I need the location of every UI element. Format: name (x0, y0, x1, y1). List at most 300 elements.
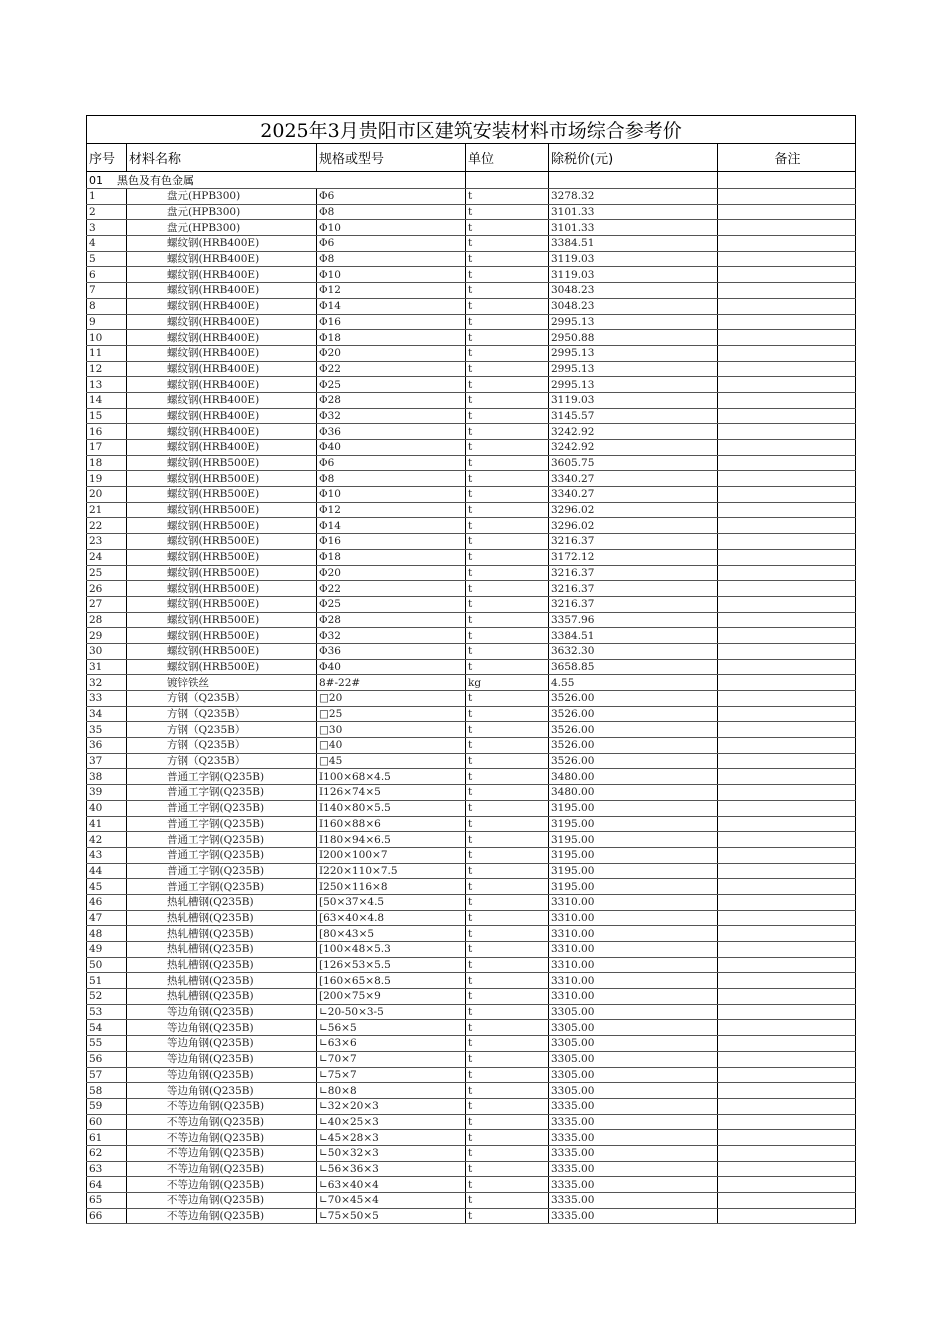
row-spec: ∟32×20×3 (317, 1098, 466, 1114)
table-row (87, 392, 856, 408)
row-spec: [100×48×5.3 (317, 942, 466, 958)
table-row (87, 832, 856, 848)
row-price: 3526.00 (549, 722, 718, 738)
row-remark (718, 502, 856, 518)
row-spec: Φ20 (317, 345, 466, 361)
row-spec: Φ6 (317, 236, 466, 252)
row-price: 3101.33 (549, 204, 718, 220)
row-price: 4.55 (549, 675, 718, 691)
section-cell (87, 172, 466, 189)
row-spec: Φ40 (317, 440, 466, 456)
row-spec: □20 (317, 691, 466, 707)
row-price: 3195.00 (549, 800, 718, 816)
table-row (87, 659, 856, 675)
row-spec: ∟75×50×5 (317, 1208, 466, 1224)
row-price: 3305.00 (549, 1051, 718, 1067)
row-spec: [63×40×4.8 (317, 910, 466, 926)
row-price: 3305.00 (549, 1067, 718, 1083)
row-remark (718, 1098, 856, 1114)
row-price: 3310.00 (549, 942, 718, 958)
row-name: 螺纹钢(HRB400E) (127, 236, 317, 252)
row-unit: t (466, 738, 549, 754)
row-unit: t (466, 926, 549, 942)
row-unit: t (466, 800, 549, 816)
row-unit: t (466, 565, 549, 581)
row-remark (718, 408, 856, 424)
row-unit: t (466, 330, 549, 346)
row-price: 3216.37 (549, 534, 718, 550)
row-unit: t (466, 612, 549, 628)
row-price: 3195.00 (549, 847, 718, 863)
row-unit: t (466, 204, 549, 220)
table-row (87, 330, 856, 346)
row-unit: t (466, 549, 549, 565)
row-spec: □30 (317, 722, 466, 738)
table-row (87, 816, 856, 832)
row-name: 螺纹钢(HRB500E) (127, 565, 317, 581)
row-price: 3305.00 (549, 1083, 718, 1099)
table-row (87, 345, 856, 361)
row-no: 13 (87, 377, 127, 393)
row-spec: I220×110×7.5 (317, 863, 466, 879)
table-row (87, 204, 856, 220)
row-remark (718, 581, 856, 597)
row-name: 不等边角钢(Q235B) (127, 1177, 317, 1193)
row-remark (718, 785, 856, 801)
row-no: 20 (87, 487, 127, 503)
row-spec: Φ36 (317, 424, 466, 440)
row-unit: t (466, 251, 549, 267)
row-spec: I160×88×6 (317, 816, 466, 832)
row-name: 等边角钢(Q235B) (127, 1004, 317, 1020)
row-remark (718, 1020, 856, 1036)
table-row (87, 989, 856, 1005)
row-name: 螺纹钢(HRB500E) (127, 643, 317, 659)
row-price: 3310.00 (549, 910, 718, 926)
row-unit: t (466, 1130, 549, 1146)
row-remark (718, 628, 856, 644)
row-unit: t (466, 706, 549, 722)
table-row (87, 471, 856, 487)
row-unit: t (466, 722, 549, 738)
table-row (87, 534, 856, 550)
row-price: 3632.30 (549, 643, 718, 659)
row-spec: Φ28 (317, 612, 466, 628)
row-name: 等边角钢(Q235B) (127, 1067, 317, 1083)
row-no: 9 (87, 314, 127, 330)
row-name: 螺纹钢(HRB400E) (127, 267, 317, 283)
row-no: 10 (87, 330, 127, 346)
row-no: 8 (87, 298, 127, 314)
section-empty-price (549, 172, 718, 189)
row-no: 32 (87, 675, 127, 691)
row-unit: t (466, 298, 549, 314)
row-no: 36 (87, 738, 127, 754)
table-row (87, 691, 856, 707)
row-remark (718, 1130, 856, 1146)
table-row (87, 267, 856, 283)
row-name: 热轧槽钢(Q235B) (127, 989, 317, 1005)
row-name: 普通工字钢(Q235B) (127, 863, 317, 879)
row-remark (718, 1004, 856, 1020)
row-price: 3145.57 (549, 408, 718, 424)
row-unit: kg (466, 675, 549, 691)
table-row (87, 220, 856, 236)
row-unit: t (466, 1145, 549, 1161)
row-no: 40 (87, 800, 127, 816)
row-name: 不等边角钢(Q235B) (127, 1145, 317, 1161)
row-spec: Φ12 (317, 283, 466, 299)
row-name: 不等边角钢(Q235B) (127, 1114, 317, 1130)
row-no: 29 (87, 628, 127, 644)
table-row (87, 628, 856, 644)
row-spec: ∟70×45×4 (317, 1193, 466, 1209)
row-unit: t (466, 973, 549, 989)
row-name: 热轧槽钢(Q235B) (127, 926, 317, 942)
row-name: 等边角钢(Q235B) (127, 1036, 317, 1052)
table-row (87, 973, 856, 989)
row-price: 3526.00 (549, 738, 718, 754)
row-no: 49 (87, 942, 127, 958)
row-name: 螺纹钢(HRB500E) (127, 471, 317, 487)
table-row (87, 769, 856, 785)
row-unit: t (466, 1051, 549, 1067)
table-row (87, 1114, 856, 1130)
row-price: 3195.00 (549, 832, 718, 848)
table-row (87, 1098, 856, 1114)
row-name: 热轧槽钢(Q235B) (127, 957, 317, 973)
row-unit: t (466, 942, 549, 958)
row-remark (718, 283, 856, 299)
row-name: 镀锌铁丝 (127, 675, 317, 691)
row-price: 3101.33 (549, 220, 718, 236)
row-price: 3119.03 (549, 267, 718, 283)
row-spec: Φ22 (317, 361, 466, 377)
row-remark (718, 1083, 856, 1099)
table-row (87, 565, 856, 581)
row-spec: Φ28 (317, 392, 466, 408)
table-row (87, 189, 856, 205)
row-spec: □25 (317, 706, 466, 722)
header-price: 除税价(元) (549, 144, 718, 172)
table-row (87, 722, 856, 738)
row-price: 3216.37 (549, 581, 718, 597)
row-name: 热轧槽钢(Q235B) (127, 894, 317, 910)
table-row (87, 643, 856, 659)
row-price: 3119.03 (549, 392, 718, 408)
row-remark (718, 612, 856, 628)
row-no: 46 (87, 894, 127, 910)
row-name: 螺纹钢(HRB500E) (127, 534, 317, 550)
row-remark (718, 894, 856, 910)
header-name: 材料名称 (127, 144, 317, 172)
row-spec: Φ10 (317, 267, 466, 283)
table-row (87, 675, 856, 691)
row-unit: t (466, 1161, 549, 1177)
row-price: 3335.00 (549, 1130, 718, 1146)
row-unit: t (466, 361, 549, 377)
row-price: 3310.00 (549, 894, 718, 910)
row-name: 等边角钢(Q235B) (127, 1020, 317, 1036)
row-name: 等边角钢(Q235B) (127, 1083, 317, 1099)
row-unit: t (466, 847, 549, 863)
row-no: 34 (87, 706, 127, 722)
row-price: 2995.13 (549, 377, 718, 393)
row-no: 26 (87, 581, 127, 597)
row-unit: t (466, 1114, 549, 1130)
row-remark (718, 973, 856, 989)
row-spec: Φ8 (317, 204, 466, 220)
row-remark (718, 392, 856, 408)
row-price: 2995.13 (549, 361, 718, 377)
row-price: 3216.37 (549, 565, 718, 581)
row-price: 3335.00 (549, 1208, 718, 1224)
row-no: 66 (87, 1208, 127, 1224)
row-no: 51 (87, 973, 127, 989)
row-remark (718, 440, 856, 456)
row-unit: t (466, 659, 549, 675)
row-name: 螺纹钢(HRB400E) (127, 408, 317, 424)
table-row (87, 1208, 856, 1224)
row-price: 2995.13 (549, 345, 718, 361)
row-price: 3340.27 (549, 471, 718, 487)
row-price: 3242.92 (549, 424, 718, 440)
row-no: 31 (87, 659, 127, 675)
row-price: 3305.00 (549, 1036, 718, 1052)
row-no: 50 (87, 957, 127, 973)
row-no: 22 (87, 518, 127, 534)
row-no: 43 (87, 847, 127, 863)
table-row (87, 612, 856, 628)
row-no: 60 (87, 1114, 127, 1130)
row-no: 58 (87, 1083, 127, 1099)
row-remark (718, 769, 856, 785)
header-unit: 单位 (466, 144, 549, 172)
row-remark (718, 361, 856, 377)
row-spec: Φ18 (317, 549, 466, 565)
row-unit: t (466, 1208, 549, 1224)
row-name: 不等边角钢(Q235B) (127, 1193, 317, 1209)
row-name: 普通工字钢(Q235B) (127, 847, 317, 863)
row-no: 18 (87, 455, 127, 471)
row-remark (718, 957, 856, 973)
row-unit: t (466, 502, 549, 518)
row-no: 65 (87, 1193, 127, 1209)
row-price: 3310.00 (549, 989, 718, 1005)
row-unit: t (466, 408, 549, 424)
table-row (87, 361, 856, 377)
row-remark (718, 1114, 856, 1130)
row-no: 63 (87, 1161, 127, 1177)
row-unit: t (466, 1067, 549, 1083)
row-spec: 8#-22# (317, 675, 466, 691)
row-no: 7 (87, 283, 127, 299)
row-remark (718, 1177, 856, 1193)
table-row (87, 753, 856, 769)
row-remark (718, 298, 856, 314)
row-name: 盘元(HPB300) (127, 204, 317, 220)
row-unit: t (466, 1177, 549, 1193)
row-remark (718, 189, 856, 205)
row-no: 64 (87, 1177, 127, 1193)
table-row (87, 706, 856, 722)
table-row (87, 408, 856, 424)
row-name: 螺纹钢(HRB400E) (127, 377, 317, 393)
row-spec: Φ32 (317, 628, 466, 644)
row-unit: t (466, 1036, 549, 1052)
row-unit: t (466, 910, 549, 926)
row-no: 24 (87, 549, 127, 565)
row-no: 35 (87, 722, 127, 738)
row-unit: t (466, 1083, 549, 1099)
row-price: 3480.00 (549, 769, 718, 785)
row-unit: t (466, 1098, 549, 1114)
row-price: 3526.00 (549, 691, 718, 707)
row-name: 螺纹钢(HRB400E) (127, 314, 317, 330)
row-no: 47 (87, 910, 127, 926)
row-remark (718, 424, 856, 440)
row-remark (718, 330, 856, 346)
row-spec: [126×53×5.5 (317, 957, 466, 973)
table-row (87, 1193, 856, 1209)
row-remark (718, 816, 856, 832)
row-no: 17 (87, 440, 127, 456)
row-unit: t (466, 283, 549, 299)
row-unit: t (466, 879, 549, 895)
row-price: 3605.75 (549, 455, 718, 471)
row-price: 3335.00 (549, 1193, 718, 1209)
row-name: 螺纹钢(HRB500E) (127, 581, 317, 597)
row-no: 39 (87, 785, 127, 801)
header-row (87, 144, 856, 172)
row-remark (718, 1036, 856, 1052)
row-price: 3340.27 (549, 487, 718, 503)
row-name: 螺纹钢(HRB400E) (127, 298, 317, 314)
row-no: 5 (87, 251, 127, 267)
row-no: 6 (87, 267, 127, 283)
row-remark (718, 549, 856, 565)
table-row (87, 314, 856, 330)
row-name: 螺纹钢(HRB400E) (127, 440, 317, 456)
row-price: 3526.00 (549, 753, 718, 769)
row-spec: Φ32 (317, 408, 466, 424)
row-no: 25 (87, 565, 127, 581)
row-price: 3357.96 (549, 612, 718, 628)
row-unit: t (466, 863, 549, 879)
row-spec: ∟40×25×3 (317, 1114, 466, 1130)
row-unit: t (466, 518, 549, 534)
title-row (87, 116, 856, 144)
row-unit: t (466, 691, 549, 707)
row-unit: t (466, 220, 549, 236)
row-no: 48 (87, 926, 127, 942)
row-name: 普通工字钢(Q235B) (127, 769, 317, 785)
row-remark (718, 220, 856, 236)
row-no: 16 (87, 424, 127, 440)
row-price: 2995.13 (549, 314, 718, 330)
row-no: 62 (87, 1145, 127, 1161)
table-row (87, 942, 856, 958)
row-remark (718, 879, 856, 895)
row-remark (718, 236, 856, 252)
row-price: 3480.00 (549, 785, 718, 801)
row-name: 方钢（Q235B） (127, 753, 317, 769)
row-spec: ∟63×40×4 (317, 1177, 466, 1193)
row-remark (718, 800, 856, 816)
row-name: 螺纹钢(HRB400E) (127, 283, 317, 299)
section-row (87, 172, 856, 189)
row-name: 螺纹钢(HRB500E) (127, 549, 317, 565)
row-spec: [80×43×5 (317, 926, 466, 942)
table-row (87, 455, 856, 471)
table-row (87, 1177, 856, 1193)
row-spec: [160×65×8.5 (317, 973, 466, 989)
row-remark (718, 455, 856, 471)
row-name: 普通工字钢(Q235B) (127, 785, 317, 801)
page-title: 2025年3月贵阳市区建筑安装材料市场综合参考价 (87, 116, 856, 144)
row-unit: t (466, 832, 549, 848)
row-name: 螺纹钢(HRB500E) (127, 455, 317, 471)
row-price: 3296.02 (549, 502, 718, 518)
table-row (87, 738, 856, 754)
row-spec: Φ10 (317, 220, 466, 236)
header-no: 序号 (87, 144, 127, 172)
row-no: 55 (87, 1036, 127, 1052)
row-remark (718, 1193, 856, 1209)
row-unit: t (466, 455, 549, 471)
table-row (87, 1161, 856, 1177)
table-row (87, 502, 856, 518)
row-name: 热轧槽钢(Q235B) (127, 973, 317, 989)
row-spec: Φ16 (317, 534, 466, 550)
table-row (87, 1130, 856, 1146)
row-no: 30 (87, 643, 127, 659)
row-spec: Φ8 (317, 251, 466, 267)
row-no: 54 (87, 1020, 127, 1036)
row-no: 42 (87, 832, 127, 848)
row-spec: ∟63×6 (317, 1036, 466, 1052)
row-price: 3335.00 (549, 1098, 718, 1114)
header-spec: 规格或型号 (317, 144, 466, 172)
section-code: 01 (89, 174, 103, 187)
row-unit: t (466, 581, 549, 597)
table-row (87, 440, 856, 456)
row-no: 19 (87, 471, 127, 487)
row-name: 普通工字钢(Q235B) (127, 879, 317, 895)
row-name: 热轧槽钢(Q235B) (127, 942, 317, 958)
row-no: 21 (87, 502, 127, 518)
table-row (87, 549, 856, 565)
row-remark (718, 267, 856, 283)
row-no: 15 (87, 408, 127, 424)
row-unit: t (466, 392, 549, 408)
row-unit: t (466, 1004, 549, 1020)
section-name: 黑色及有色金属 (117, 174, 194, 187)
row-remark (718, 487, 856, 503)
row-price: 3310.00 (549, 957, 718, 973)
row-remark (718, 847, 856, 863)
row-spec: Φ25 (317, 596, 466, 612)
row-name: 普通工字钢(Q235B) (127, 832, 317, 848)
row-no: 2 (87, 204, 127, 220)
row-price: 3048.23 (549, 283, 718, 299)
row-remark (718, 345, 856, 361)
row-name: 不等边角钢(Q235B) (127, 1098, 317, 1114)
table-row (87, 424, 856, 440)
row-price: 3310.00 (549, 973, 718, 989)
table-row (87, 1083, 856, 1099)
row-price: 3384.51 (549, 628, 718, 644)
